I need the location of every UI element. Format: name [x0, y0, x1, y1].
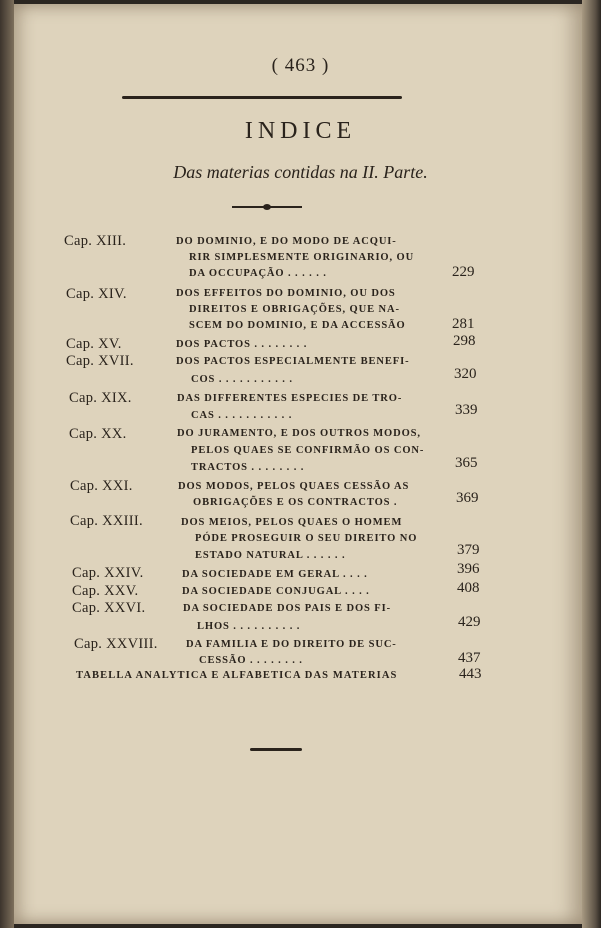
chapter-desc-line: CAS . . . . . . . . . . .	[191, 410, 293, 421]
index-subtitle: Das materias contidas na II. Parte.	[173, 162, 428, 182]
chapter-page: 339	[455, 402, 478, 418]
chapter-desc-line: DOS MEIOS, PELOS QUAES O HOMEM	[181, 517, 403, 528]
chapter-desc-line: DOS EFFEITOS DO DOMINIO, OU DOS	[176, 288, 396, 299]
chapter-desc-line: LHOS . . . . . . . . . .	[197, 621, 301, 632]
chapter-label: Cap. XXVIII.	[74, 636, 158, 652]
page-number: ( 463 )	[271, 55, 330, 76]
chapter-desc-line: DA SOCIEDADE DOS PAIS E DOS FI-	[183, 603, 391, 614]
chapter-desc-line: DOS PACTOS ESPECIALMENTE BENEFI-	[176, 356, 410, 367]
chapter-desc-line: DA SOCIEDADE CONJUGAL . . . .	[182, 586, 370, 597]
chapter-label: Cap. XV.	[66, 336, 122, 352]
chapter-desc-line: DA OCCUPAÇÃO . . . . . .	[189, 268, 327, 279]
chapter-desc-line: DIREITOS E OBRIGAÇÕES, QUE NA-	[189, 304, 400, 315]
chapter-label: Cap. XXIII.	[70, 513, 143, 529]
chapter-desc-line: DO JURAMENTO, E DOS OUTROS MODOS,	[177, 428, 421, 439]
chapter-label: Cap. XIV.	[66, 286, 127, 302]
chapter-desc-line: TRACTOS . . . . . . . .	[191, 462, 305, 473]
chapter-desc-line: PELOS QUAES SE CONFIRMÃO OS CON-	[191, 445, 425, 456]
index-title: INDICE	[244, 118, 357, 144]
chapter-desc-line: CESSÃO . . . . . . . .	[199, 655, 303, 666]
chapter-desc-line: DA FAMILIA E DO DIREITO DE SUC-	[186, 639, 397, 650]
chapter-desc-line: DOS PACTOS . . . . . . . .	[176, 339, 308, 350]
tabella-entry: TABELLA ANALYTICA E ALFABETICA DAS MATERIAS	[76, 670, 398, 681]
chapter-label: Cap. XIII.	[64, 233, 127, 249]
chapter-page: 396	[457, 561, 480, 577]
footer-rule	[250, 748, 302, 751]
chapter-page: 365	[455, 455, 478, 471]
chapter-page: 379	[457, 542, 480, 558]
chapter-desc-line: COS . . . . . . . . . . .	[191, 374, 293, 385]
chapter-page: 229	[452, 264, 475, 280]
chapter-label: Cap. XXVI.	[72, 600, 146, 616]
chapter-label: Cap. XXI.	[70, 478, 133, 494]
chapter-page: 369	[456, 490, 479, 506]
chapter-desc-line: DAS DIFFERENTES ESPECIES DE TRO-	[177, 393, 403, 404]
chapter-page: 429	[458, 614, 481, 630]
chapter-label: Cap. XIX.	[69, 390, 132, 406]
chapter-label: Cap. XXIV.	[72, 565, 144, 581]
chapter-desc-line: ESTADO NATURAL . . . . . .	[195, 550, 346, 561]
chapter-label: Cap. XVII.	[66, 353, 134, 369]
chapter-label: Cap. XXV.	[72, 583, 139, 599]
chapter-desc-line: DA SOCIEDADE EM GERAL . . . .	[182, 569, 368, 580]
tabella-page: 443	[459, 666, 482, 682]
chapter-label: Cap. XX.	[69, 426, 127, 442]
chapter-page: 408	[457, 580, 480, 596]
chapter-page: 320	[454, 366, 477, 382]
chapter-desc-line: RIR SIMPLESMENTE ORIGINARIO, OU	[189, 252, 415, 263]
chapter-page: 437	[458, 650, 481, 666]
ornament-divider	[232, 204, 302, 210]
chapter-desc-line: OBRIGAÇÕES E OS CONTRACTOS .	[193, 497, 398, 508]
chapter-page: 298	[453, 333, 476, 349]
chapter-desc-line: PÓDE PROSEGUIR O SEU DIREITO NO	[195, 533, 418, 544]
chapter-desc-line: SCEM DO DOMINIO, E DA ACCESSÃO	[189, 320, 406, 331]
chapter-desc-line: DO DOMINIO, E DO MODO DE ACQUI-	[176, 236, 397, 247]
chapter-page: 281	[452, 316, 475, 332]
chapter-desc-line: DOS MODOS, PELOS QUAES CESSÃO AS	[178, 481, 410, 492]
header-rule	[122, 96, 402, 99]
